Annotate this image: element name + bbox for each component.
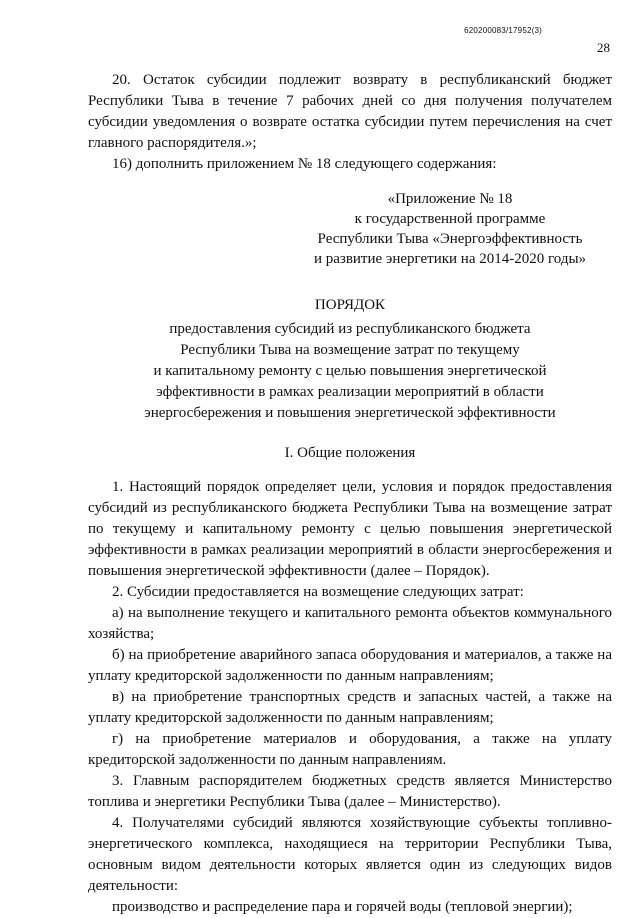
paragraph-20: 20. Остаток субсидии подлежит возврату в республиканский бюджет Республики Тыва в течение 7 рабочих дней со дня получения получателем субсидии уведомления о возврате остатка субсидии путем перечисления на счет главного распорядителя.»;	[88, 72, 612, 151]
appendix-ref-line: к государственной программе	[354, 211, 546, 227]
appendix-ref-line: Республики Тыва «Энергоэффективность	[317, 231, 583, 247]
appendix-ref-line: и развитие энергетики на 2014-2020 годы»	[313, 251, 587, 267]
subtitle-line: Республики Тыва на возмещение затрат по текущему	[180, 342, 520, 358]
section-heading: I. Общие положения	[284, 445, 416, 461]
subtitle-line: и капитальному ремонту с целью повышения энергетической	[153, 363, 547, 379]
paragraph-2b: б) на приобретение аварийного запаса оборудования и материалов, а также на уплату кредиторской задолженности по данным направлениям;	[88, 647, 612, 684]
document-id: 620200083/17952(3)	[464, 26, 542, 35]
page-number: 28	[597, 40, 610, 55]
paragraph-2: 2. Субсидии предоставляется на возмещение следующих затрат:	[112, 584, 524, 600]
paragraph-1: 1. Настоящий порядок определяет цели, условия и порядок предоставления субсидий из республиканского бюджета Республики Тыва на возмещение затрат по текущему и капитальному ремонту с целью повышения энергетической эффективности в рамках реализации мероприятий в области энергосбережения и повышения энергетической эффективности (далее – Порядок).	[88, 479, 612, 579]
appendix-reference	[88, 189, 612, 269]
paragraph-2a: а) на выполнение текущего и капитального ремонта объектов коммунального хозяйства;	[88, 605, 612, 642]
subtitle-line: эффективности в рамках реализации мероприятий в области	[156, 384, 544, 400]
document-title: ПОРЯДОК	[314, 297, 386, 313]
paragraph-3: 3. Главным распорядителем бюджетных средств является Министерство топлива и энергетики Республики Тыва (далее – Министерство).	[88, 773, 612, 810]
subtitle-line: энергосбережения и повышения энергетической эффективности	[144, 405, 556, 421]
paragraph-4a: производство и распределение пара и горячей воды (тепловой энергии);	[112, 899, 573, 915]
document-subtitle	[88, 319, 612, 424]
document-body	[88, 70, 612, 918]
paragraph-4: 4. Получателями субсидий являются хозяйствующие субъекты топливно-энергетического комплекса, находящиеся на территории Республики Тыва, основным видом деятельности которых является один из следующих видов деятельности:	[88, 815, 612, 894]
subtitle-line: предоставления субсидий из республиканского бюджета	[169, 321, 531, 337]
paragraph-2c: в) на приобретение транспортных средств и запасных частей, а также на уплату кредиторской задолженности по данным направлениям;	[88, 689, 612, 726]
appendix-ref-line: «Приложение № 18	[387, 191, 513, 207]
amendment-paragraph: 16) дополнить приложением № 18 следующего содержания:	[112, 156, 497, 172]
paragraph-2d: г) на приобретение материалов и оборудования, а также на уплату кредиторской задолженности по данным направлениям.	[88, 731, 612, 768]
